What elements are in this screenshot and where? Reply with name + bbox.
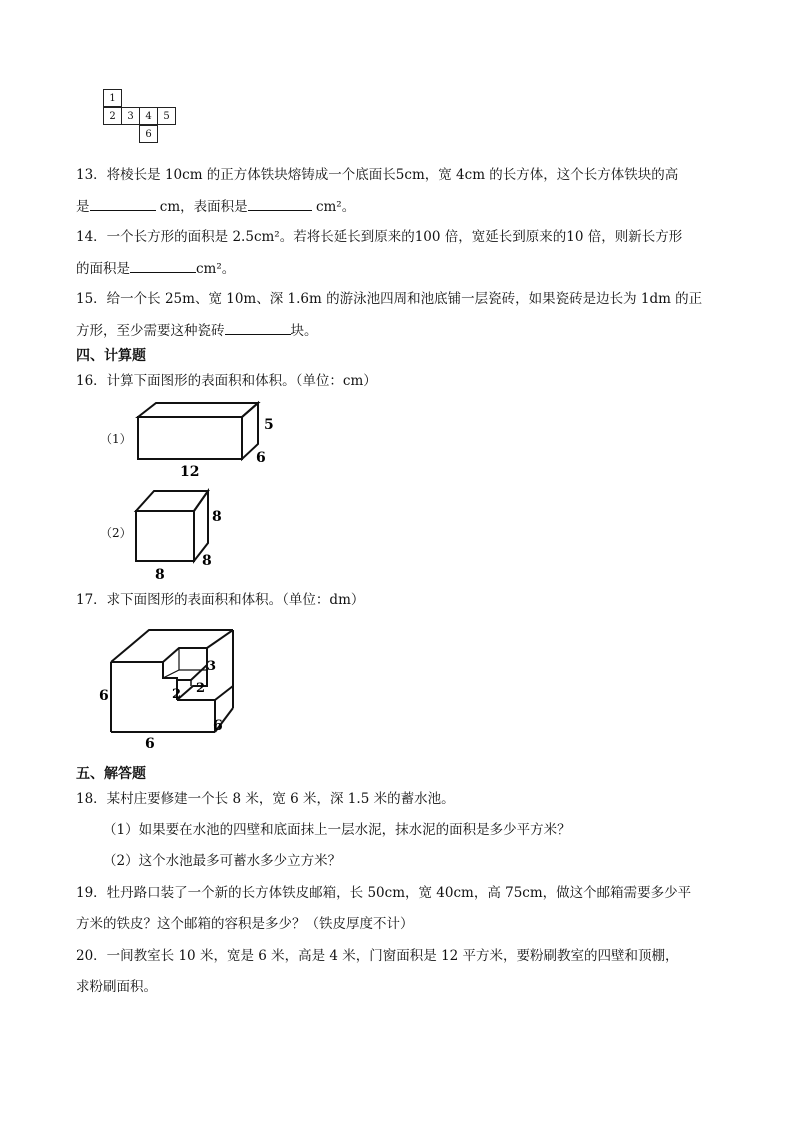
figure-label: （1） (100, 432, 132, 446)
net-cell: 4 (139, 107, 158, 125)
q13-text-c: cm²。 (311, 199, 356, 215)
net-cell: 2 (103, 107, 122, 125)
cuboid-1-length-label: 12 (180, 464, 200, 480)
question-14-line-1: 14．一个长方形的面积是 2.5cm²。若将长延长到原来的100 倍，宽延长到原来的10 倍，则新长方形 (76, 229, 683, 245)
net-cell: 3 (121, 107, 140, 125)
q15-text-b: 块。 (290, 323, 318, 339)
notched-cube-left-label: 6 (99, 688, 109, 704)
question-16-text: 16．计算下面图形的表面积和体积。（单位：cm） (76, 373, 377, 389)
cube-length-label: 8 (155, 567, 165, 583)
answer-blank (130, 258, 196, 273)
question-13-line-2 (76, 196, 355, 217)
notched-cube-depth-label: 6 (213, 718, 223, 734)
question-13-line-1: 13．将棱长是 10cm 的正方体铁块熔铸成一个底面长5cm，宽 4cm 的长方体，这个长方体铁块的高 (76, 167, 679, 183)
question-17-text: 17．求下面图形的表面积和体积。（单位：dm） (76, 592, 365, 608)
cuboid-1-width-label: 6 (256, 450, 266, 466)
q13-text-a: 是 (76, 199, 90, 215)
section-heading-5: 五、解答题 (76, 766, 146, 782)
notch-label-c: 3 (207, 659, 217, 674)
net-cell: 1 (103, 89, 122, 107)
question-19-line-2: 方米的铁皮？这个邮箱的容积是多少？（铁皮厚度不计） (76, 916, 414, 932)
answer-blank (248, 196, 312, 211)
question-15-line-2 (76, 320, 318, 341)
net-cell: 6 (139, 125, 158, 143)
notch-label-a: 2 (172, 687, 182, 702)
question-20-line-2: 求粉刷面积。 (76, 979, 157, 995)
cuboid-figure-1 (130, 398, 290, 480)
question-20-line-1: 20．一间教室长 10 米，宽是 6 米，高是 4 米，门窗面积是 12 平方米，要粉刷教室的四壁和顶棚， (76, 948, 679, 964)
q14-text-a: 的面积是 (76, 261, 130, 277)
question-15-line-1: 15．给一个长 25m、宽 10m、深 1.6m 的游泳池四周和池底铺一层瓷砖，如果瓷砖是边长为 1dm 的正 (76, 291, 703, 307)
question-19-line-1: 19．牡丹路口装了一个新的长方体铁皮邮箱，长 50cm，宽 40cm，高 75cm，做这个邮箱需要多少平 (76, 885, 692, 901)
cube-height-label: 8 (212, 509, 222, 525)
question-18-text: 18．某村庄要修建一个长 8 米，宽 6 米，深 1.5 米的蓄水池。 (76, 791, 455, 807)
question-18-sub-2: （2）这个水池最多可蓄水多少立方米？ (103, 853, 342, 869)
q13-text-b: cm，表面积是 (155, 199, 248, 215)
cuboid-1-height-label: 5 (264, 417, 274, 433)
net-cell: 5 (157, 107, 176, 125)
answer-blank (225, 320, 291, 335)
section-heading-4: 四、计算题 (76, 348, 146, 364)
notch-label-b: 2 (196, 681, 206, 696)
notched-cube-figure (97, 620, 247, 755)
notched-cube-bottom-label: 6 (145, 736, 155, 752)
figure-label: （2） (100, 526, 132, 540)
question-14-line-2 (76, 258, 235, 279)
q14-text-b: cm²。 (196, 261, 236, 277)
cube-width-label: 8 (202, 553, 212, 569)
answer-blank (90, 196, 156, 211)
question-18-sub-1: （1）如果要在水池的四壁和底面抹上一层水泥，抹水泥的面积是多少平方米？ (103, 822, 571, 838)
cube-figure-2 (128, 487, 228, 583)
q15-text-a: 方形，至少需要这种瓷砖 (76, 323, 225, 339)
